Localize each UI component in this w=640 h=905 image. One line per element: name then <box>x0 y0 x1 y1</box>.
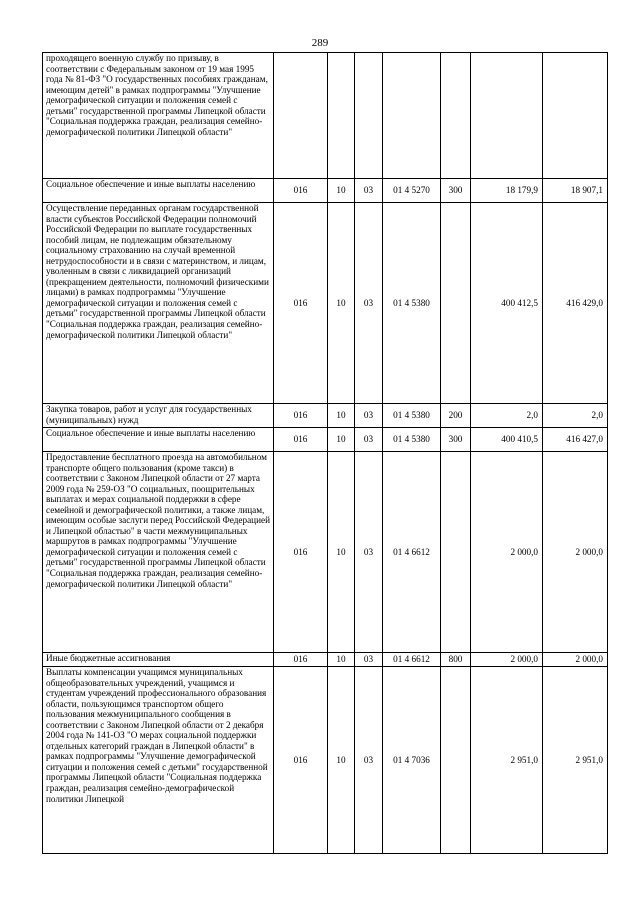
expense-type-code: 200 <box>441 404 471 428</box>
amount-year-2: 18 907,1 <box>543 179 608 203</box>
row-description: проходящего военную службу по призыву, в соответствии с Федеральным законом от 19 мая 1995 года № 81-ФЗ "О государственных пособиях гражданам, имеющим детей" в рамках подпрограммы "Улучшение демографической ситуации и положения семей с детьми" государственной программы Липецкой области "Социальная поддержка граждан, реализация семейно-демографической политики Липецкой области" <box>43 53 274 179</box>
ministry-code <box>274 53 328 179</box>
row-description: Социальное обеспечение и иные выплаты населению <box>43 179 274 203</box>
amount-year-1: 2 951,0 <box>471 667 543 854</box>
amount-year-2: 2 000,0 <box>543 452 608 653</box>
amount-year-1: 18 179,9 <box>471 179 543 203</box>
expense-type-code <box>441 203 471 404</box>
subsection-code: 03 <box>355 667 383 854</box>
row-description: Социальное обеспечение и иные выплаты населению <box>43 428 274 452</box>
ministry-code: 016 <box>274 428 328 452</box>
target-article-code: 01 4 6612 <box>383 452 441 653</box>
expense-type-code <box>441 667 471 854</box>
target-article-code: 01 4 7036 <box>383 667 441 854</box>
page-number: 289 <box>311 37 329 49</box>
table-row <box>43 428 608 452</box>
target-article-code <box>383 53 441 179</box>
expense-type-code: 800 <box>441 653 471 667</box>
subsection-code <box>355 53 383 179</box>
table-row <box>43 53 608 179</box>
expense-type-code: 300 <box>441 428 471 452</box>
row-description: Выплаты компенсации учащимся муниципальных общеобразовательных учреждений, учащимся и студентам учреждений профессионального образования области, пользующимся транспортом общего пользования межмуниципального сообщения в соответствии с Законом Липецкой области от 2 декабря 2004 года № 141-ОЗ "О мерах социальной поддержки отдельных категорий граждан в Липецкой области" в рамках подпрограммы "Улучшение демографической ситуации и положения семей с детьми" государственной программы Липецкой области "Социальная поддержка граждан, реализация семейно-демографической политики Липецкой <box>43 667 274 854</box>
section-code: 10 <box>328 653 355 667</box>
row-description: Осуществление переданных органам государственной власти субъектов Российской Федерации полномочий Российской Федерации по выплате государственных пособий лицам, не подлежащим обязательному социальному страхованию на случай временной нетрудоспособности и в связи с материнством, и лицам, уволенным в связи с ликвидацией организаций (прекращением деятельности, полномочий физическими лицами) в рамках подпрограммы "Улучшение демографической ситуации и положения семей с детьми" государственной программы Липецкой области "Социальная поддержка граждан, реализация семейно-демографической политики Липецкой области" <box>43 203 274 404</box>
amount-year-2: 416 429,0 <box>543 203 608 404</box>
subsection-code: 03 <box>355 653 383 667</box>
table-row <box>43 452 608 653</box>
row-description: Иные бюджетные ассигнования <box>43 653 274 667</box>
table-row <box>43 179 608 203</box>
amount-year-2: 416 427,0 <box>543 428 608 452</box>
target-article-code: 01 4 5270 <box>383 179 441 203</box>
expense-type-code <box>441 452 471 653</box>
target-article-code: 01 4 6612 <box>383 653 441 667</box>
table-row <box>43 667 608 854</box>
ministry-code: 016 <box>274 452 328 653</box>
ministry-code: 016 <box>274 667 328 854</box>
section-code: 10 <box>328 667 355 854</box>
section-code: 10 <box>328 203 355 404</box>
table-row <box>43 404 608 428</box>
section-code: 10 <box>328 404 355 428</box>
target-article-code: 01 4 5380 <box>383 428 441 452</box>
amount-year-2: 2 951,0 <box>543 667 608 854</box>
amount-year-1: 2 000,0 <box>471 653 543 667</box>
subsection-code: 03 <box>355 179 383 203</box>
amount-year-2: 2 000,0 <box>543 653 608 667</box>
amount-year-2: 2,0 <box>543 404 608 428</box>
ministry-code: 016 <box>274 203 328 404</box>
ministry-code: 016 <box>274 179 328 203</box>
subsection-code: 03 <box>355 428 383 452</box>
ministry-code: 016 <box>274 653 328 667</box>
ministry-code: 016 <box>274 404 328 428</box>
subsection-code: 03 <box>355 404 383 428</box>
subsection-code: 03 <box>355 203 383 404</box>
row-description: Закупка товаров, работ и услуг для государственных (муниципальных) нужд <box>43 404 274 428</box>
subsection-code: 03 <box>355 452 383 653</box>
budget-table <box>42 52 608 854</box>
row-description: Предоставление бесплатного проезда на автомобильном транспорте общего пользования (кроме такси) в соответствии с Законом Липецкой области от 27 марта 2009 года № 259-ОЗ "О социальных, поощрительных выплатах и мерах социальной поддержки в сфере семейной и демографической политики, а также лицам, имеющим особые заслуги перед Российской Федерацией и Липецкой областью" в части межмуниципальных маршрутов в рамках подпрограммы "Улучшение демографической ситуации и положения семей с детьми" государственной программы Липецкой области "Социальная поддержка граждан, реализация семейно-демографической политики Липецкой области" <box>43 452 274 653</box>
section-code: 10 <box>328 452 355 653</box>
amount-year-1: 2,0 <box>471 404 543 428</box>
expense-type-code <box>441 53 471 179</box>
section-code: 10 <box>328 428 355 452</box>
table-row <box>43 653 608 667</box>
amount-year-1 <box>471 53 543 179</box>
target-article-code: 01 4 5380 <box>383 404 441 428</box>
target-article-code: 01 4 5380 <box>383 203 441 404</box>
table-row <box>43 203 608 404</box>
amount-year-1: 2 000,0 <box>471 452 543 653</box>
section-code: 10 <box>328 179 355 203</box>
amount-year-1: 400 412,5 <box>471 203 543 404</box>
amount-year-2 <box>543 53 608 179</box>
section-code <box>328 53 355 179</box>
amount-year-1: 400 410,5 <box>471 428 543 452</box>
expense-type-code: 300 <box>441 179 471 203</box>
